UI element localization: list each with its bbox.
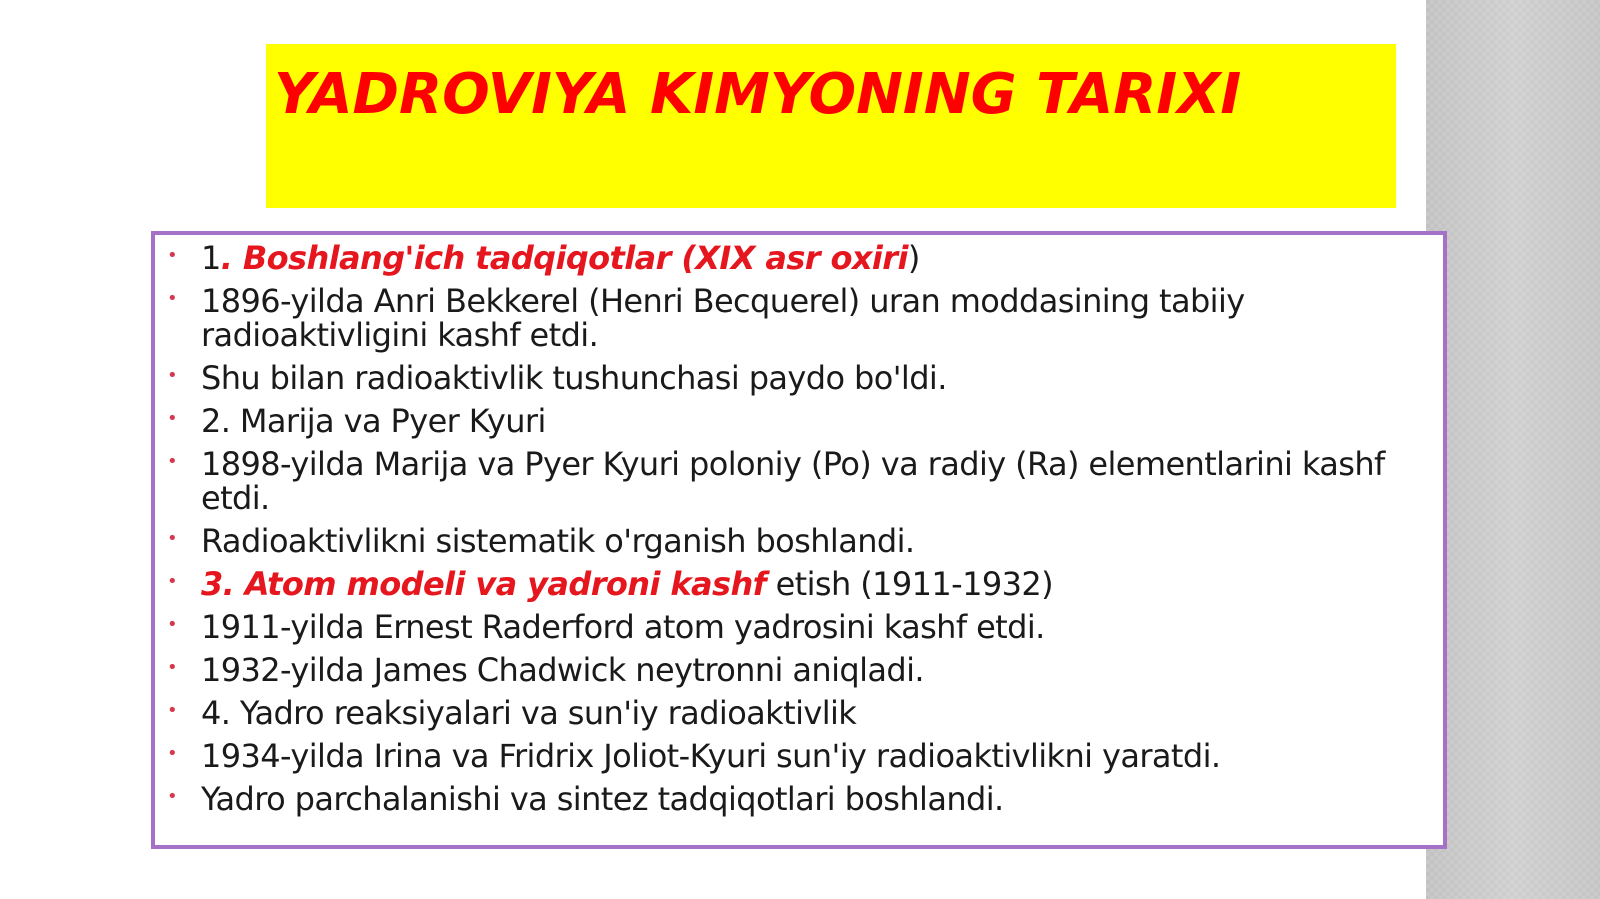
list-item: [155, 447, 1443, 515]
bullet-icon: •: [167, 571, 178, 592]
list-item: [155, 696, 1443, 730]
bullet-icon: •: [167, 786, 178, 807]
list-item: [155, 284, 1443, 352]
decorative-side-panel: [1426, 0, 1600, 899]
item-suffix: etish (1911-1932): [766, 565, 1054, 603]
item-text: 2. Marija va Pyer Kyuri: [201, 402, 546, 440]
bullet-icon: •: [167, 365, 178, 386]
list-item: [155, 404, 1443, 438]
bullet-icon: •: [167, 245, 178, 266]
item-text: Shu bilan radioaktivlik tushunchasi paydo bo'ldi.: [201, 359, 947, 397]
item-text: Yadro parchalanishi va sintez tadqiqotlari boshlandi.: [201, 780, 1004, 818]
item-text: 1896-yilda Anri Bekkerel (Henri Becquerel) uran moddasining tabiiy radioaktivligini kashf etdi.: [201, 282, 1245, 354]
item-highlight: 3. Atom modeli va yadroni kashf: [201, 565, 766, 603]
item-text: 1898-yilda Marija va Pyer Kyuri poloniy (Po) va radiy (Ra) elementlarini kashf etdi.: [201, 445, 1385, 517]
content-panel: [151, 231, 1447, 849]
item-text: 1934-yilda Irina va Fridrix Joliot-Kyuri sun'iy radioaktivlikni yaratdi.: [201, 737, 1221, 775]
bullet-icon: •: [167, 614, 178, 635]
item-prefix: 1: [201, 239, 221, 277]
item-text: 4. Yadro reaksiyalari va sun'iy radioaktivlik: [201, 694, 857, 732]
item-text: 1932-yilda James Chadwick neytronni aniqladi.: [201, 651, 924, 689]
bullet-icon: •: [167, 743, 178, 764]
list-item: [155, 610, 1443, 644]
bullet-list: [155, 241, 1443, 825]
item-suffix: ): [907, 239, 920, 277]
bullet-icon: •: [167, 528, 178, 549]
slide-title: YADROVIYA KIMYONING TARIXI: [274, 62, 1242, 127]
bullet-icon: •: [167, 408, 178, 429]
list-item: [155, 241, 1443, 275]
bullet-icon: •: [167, 657, 178, 678]
item-text: 1911-yilda Ernest Raderford atom yadrosini kashf etdi.: [201, 608, 1045, 646]
item-highlight: . Boshlang'ich tadqiqotlar (XIX asr oxiri: [220, 239, 908, 277]
bullet-icon: •: [167, 700, 178, 721]
list-item: [155, 782, 1443, 816]
item-text: Radioaktivlikni sistematik o'rganish boshlandi.: [201, 522, 915, 560]
title-banner: [266, 44, 1396, 208]
list-item: [155, 739, 1443, 773]
list-item: [155, 524, 1443, 558]
list-item: [155, 567, 1443, 601]
bullet-icon: •: [167, 451, 178, 472]
list-item: [155, 361, 1443, 395]
list-item: [155, 653, 1443, 687]
bullet-icon: •: [167, 288, 178, 309]
